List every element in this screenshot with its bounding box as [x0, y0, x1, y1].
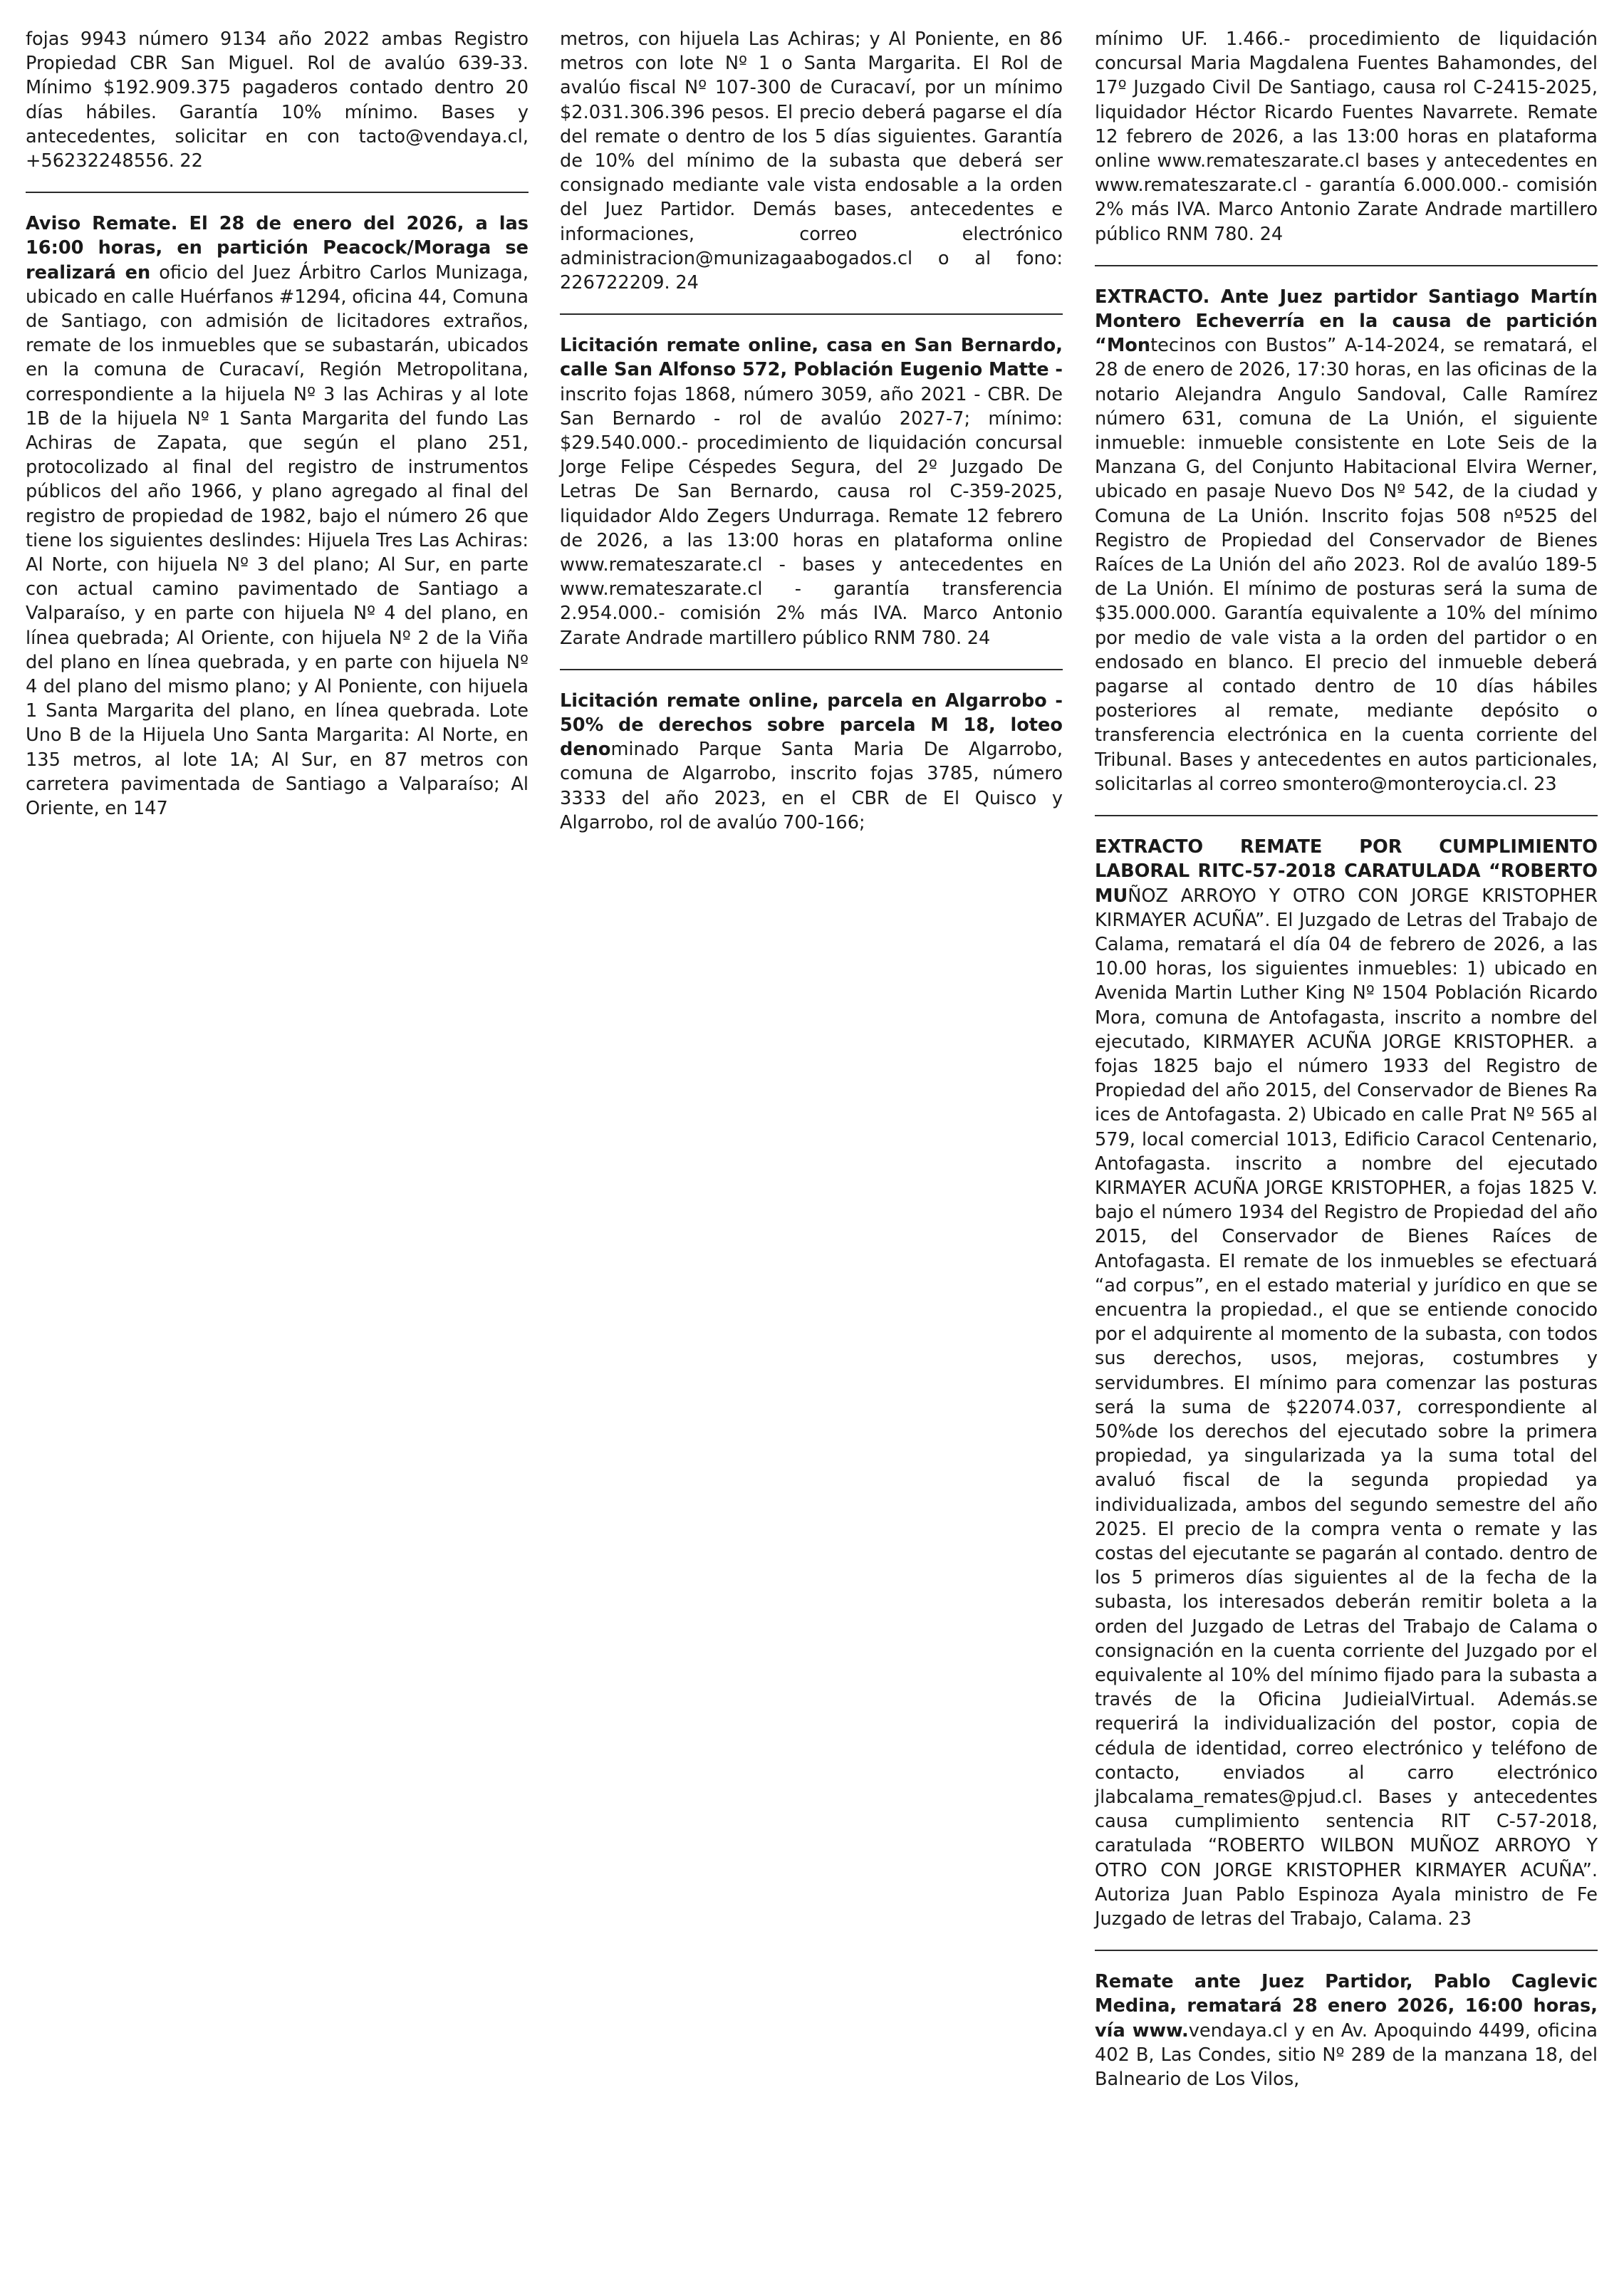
notice-heading: EXTRACTO REMATE POR CUMPLIMIENTO LABORAL RITC-57-2018 CARATULADA “ROBERTO MU: [1095, 836, 1598, 907]
notice-remate-juez-partidor: [1095, 1970, 1598, 2091]
notice-licitacion-algarrobo: [560, 689, 1063, 835]
notice-2-continuation: [560, 27, 1063, 295]
notice-extracto-remate-laboral: [1095, 835, 1598, 1931]
notice-divider: [26, 192, 529, 193]
notice-body: tecinos con Bustos” A-14-2024, se rematará, el 28 de enero de 2026, 17:30 horas, en las oficinas de la notario Alejandra Angulo Sandoval, Calle Ramírez número 631, comuna de La Unión, el siguiente inmueble: inmueble consistente en Lote Seis de la Manzana G, del Conjunto Habitacional Elvira Werner, ubicado en pasaje Nuevo Dos Nº 542, de la ciudad y Comuna de La Unión. Inscrito fojas 508 nº525 del Registro de Propiedad del Conservador de Bienes Raíces de La Unión del año 2023. Rol de avalúo 189-5 de La Unión. El mínimo de posturas será la suma de $35.000.000. Garantía equivalente a 10% del mínimo por medio de vale vista a la orden del partidor o en endosado en blanco. El precio del inmueble deberá pagarse al contado dentro de 10 días hábiles posteriores al remate, mediante depósito o transferencia electrónica en la cuenta corriente del Tribunal. Bases y antecedentes en autos particionales, solicitarlas al correo smontero@monteroycia.cl. 23: [1095, 335, 1598, 795]
notice-body: metros, con hijuela Las Achiras; y Al Poniente, en 86 metros con lote Nº 1 o Santa Margarita. El Rol de avalúo fiscal Nº 107-300 de Curacaví, por un mínimo $2.031.306.396 pesos. El precio deberá pagarse el día del remate o dentro de los 5 días siguientes. Garantía de 10% del mínimo de la subasta que deberá ser consignado mediante vale vista endosable a la orden del Juez Partidor. Demás bases, antecedentes e informaciones, correo electrónico administracion@munizagaabogados.cl o al fono: 226722209. 24: [560, 28, 1063, 294]
notice-heading: Licitación remate online, casa en San Bernardo, calle San Alfonso 572, Población Eugenio Matte -: [560, 335, 1063, 381]
notice-body: ÑOZ ARROYO Y OTRO CON JORGE KRISTOPHER KIRMAYER ACUÑA”. El Juzgado de Letras del Trabajo de Calama, rematará el día 04 de febrero de 2026, a las 10.00 horas, los siguientes inmuebles: 1) ubicado en Avenida Martin Luther King Nº 1504 Población Ricardo Mora, comuna de Antofagasta, inscrito a nombre del ejecutado, KIRMAYER ACUÑA JORGE KRISTOPHER. a fojas 1825 bajo el número 1933 del Registro de Propiedad del año 2015, del Conservador de Bienes Ra ices de Antofagasta. 2) Ubicado en calle Prat Nº 565 al 579, local comercial 1013, Edificio Caracol Centenario, Antofagasta. inscrito a nombre del ejecutado KIRMAYER ACUÑA JORGE KRISTOPHER, a fojas 1825 V. bajo el número 1934 del Registro de Propiedad del año 2015, del Conservador de Bienes Raíces de Antofagasta. EI remate de los inmuebles se efectuará “ad corpus”, en el estado material y jurídico en que se encuentra la propiedad., el que se entiende conocido por el adquirente al momento de la subasta, con todos sus derechos, usos, mejoras, costumbres y servidumbres. EI mínimo para comenzar las posturas será la suma de $22074.037, correspondiente al 50%de los derechos del ejecutado sobre la primera propiedad, ya singularizada ya la suma total del avaluó fiscal de la segunda propiedad ya individualizada, ambos del segundo semestre del año 2025. El precio de la compra venta o remate y las costas del ejecutante se pagarán al contado. dentro de los 5 primeros días siguientes al de la fecha de la subasta, los interesados deberán remitir boleta a la orden del Juzgado de Letras del Trabajo de Calama o consignación en la cuenta corriente del Juzgado por el equivalente al 10% del mínimo fijado para la subasta a través de la Oficina JudieialVirtual. Además.se requerirá la individualización del postor, copia de cédula de identidad, correo electrónico y teléfono de contacto, enviados al carro electrónico jlabcalama_remates@pjud.cl. Bases y antecedentes causa cumplimiento sentencia RIT C-57-2018, caratulada “ROBERTO WILBON MUÑOZ ARROYO Y OTRO CON JORGE KRISTOPHER KIRMAYER ACUÑA”. Autoriza Juan Pablo Espinoza Ayala ministro de Fe Juzgado de letras del Trabajo, Calama. 23: [1095, 885, 1598, 1930]
notice-3-continuation: [1095, 27, 1598, 246]
notice-aviso-remate-peacock: [26, 212, 529, 821]
column-3: [1095, 27, 1598, 2091]
notice-divider: [1095, 815, 1598, 816]
notice-divider: [560, 313, 1063, 315]
notice-heading: Aviso Remate. El 28 de enero del 2026, a las 16:00 horas, en partición Peacock/Moraga se realizará en: [26, 213, 529, 284]
notice-divider: [1095, 265, 1598, 266]
notice-body: mínimo UF. 1.466.- procedimiento de liquidación concursal Maria Magdalena Fuentes Bahamondes, del 17º Juzgado Civil De Santiago, causa rol C-2415-2025, liquidador Héctor Ricardo Fuentes Navarrete. Remate 12 febrero de 2026, a las 13:00 horas en plataforma online www.remateszarate.cl bases y antecedentes en www.remateszarate.cl - garantía 6.000.000.- comisión 2% más IVA. Marco Antonio Zarate Andrade martillero público RNM 780. 24: [1095, 28, 1598, 245]
notice-heading: Remate ante Juez Partidor, Pablo Caglevic Medina, rematará 28 enero 2026, 16:00 horas, vía www.: [1095, 1971, 1598, 2042]
notice-extracto-montecinos: [1095, 285, 1598, 796]
notice-heading: EXTRACTO. Ante Juez partidor Santiago Martín Montero Echeverría en la causa de partición “Mon: [1095, 286, 1598, 357]
column-1: [26, 27, 529, 821]
notice-divider: [1095, 1950, 1598, 1951]
notice-1-continuation: [26, 27, 529, 173]
notice-body: inscrito fojas 1868, número 3059, año 2021 - CBR. De San Bernardo - rol de avalúo 2027-7; mínimo: $29.540.000.- procedimiento de liquidación concursal Jorge Felipe Céspedes Segura, del 2º Juzgado De Letras De San Bernardo, causa rol C-359-2025, liquidador Aldo Zegers Undurraga. Remate 12 febrero de 2026, a las 13:00 horas en plataforma online www.remateszarate.cl - bases y antecedentes en www.remateszarate.cl - garantía transferencia 2.954.000.- comisión 2% más IVA. Marco Antonio Zarate Andrade martillero público RNM 780. 24: [560, 383, 1063, 649]
notice-body: minado Parque Santa Maria De Algarrobo, comuna de Algarrobo, inscrito fojas 3785, número 3333 del año 2023, en el CBR de El Quisco y Algarrobo, rol de avalúo 700-166;: [560, 739, 1063, 833]
notice-body: fojas 9943 número 9134 año 2022 ambas Registro Propiedad CBR San Miguel. Rol de avalúo 639-33. Mínimo $192.909.375 pagaderos contado dentro 20 días hábiles. Garantía 10% mínimo. Bases y antecedentes, solicitar en con tacto@vendaya.cl, +56232248556. 22: [26, 28, 529, 172]
notice-body: oficio del Juez Árbitro Carlos Munizaga, ubicado en calle Huérfanos #1294, oficina 44, Comuna de Santiago, con admisión de licitadores extraños, remate de los inmuebles que se subastarán, ubicados en la comuna de Curacaví, Región Metropolitana, correspondiente a la hijuela Nº 3 las Achiras y al lote 1B de la hijuela Nº 1 Santa Margarita del fundo Las Achiras de Zapata, que según el plano 251, protocolizado al final del registro de instrumentos públicos del año 1966, y plano agregado al final del registro de propiedad de 1982, bajo el número 26 que tiene los siguientes deslindes: Hijuela Tres Las Achiras: Al Norte, con hijuela Nº 3 del plano; Al Sur, en parte con actual camino pavimentado de Santiago a Valparaíso, y en parte con hijuela Nº 4 del plano, en línea quebrada; Al Oriente, con hijuela Nº 2 de la Viña del plano en línea quebrada, y en parte con hijuela Nº 4 del plano del mismo plano; y Al Poniente, con hijuela 1 Santa Margarita del plano, en línea quebrada. Lote Uno B de la Hijuela Uno Santa Margarita: Al Norte, en 135 metros, al lote 1A; Al Sur, en 87 metros con carretera pavimentada de Santiago a Valparaíso; Al Oriente, en 147: [26, 261, 529, 820]
column-2: [560, 27, 1063, 835]
notice-body: vendaya.cl y en Av. Apoquindo 4499, oficina 402 B, Las Condes, sitio Nº 289 de la manzana 18, del Balneario de Los Vilos,: [1095, 2019, 1598, 2091]
notice-heading: Licitación remate online, parcela en Algarrobo - 50% de derechos sobre parcela M 18, loteo deno: [560, 690, 1063, 761]
notice-divider: [560, 669, 1063, 670]
notice-licitacion-san-bernardo: [560, 333, 1063, 650]
